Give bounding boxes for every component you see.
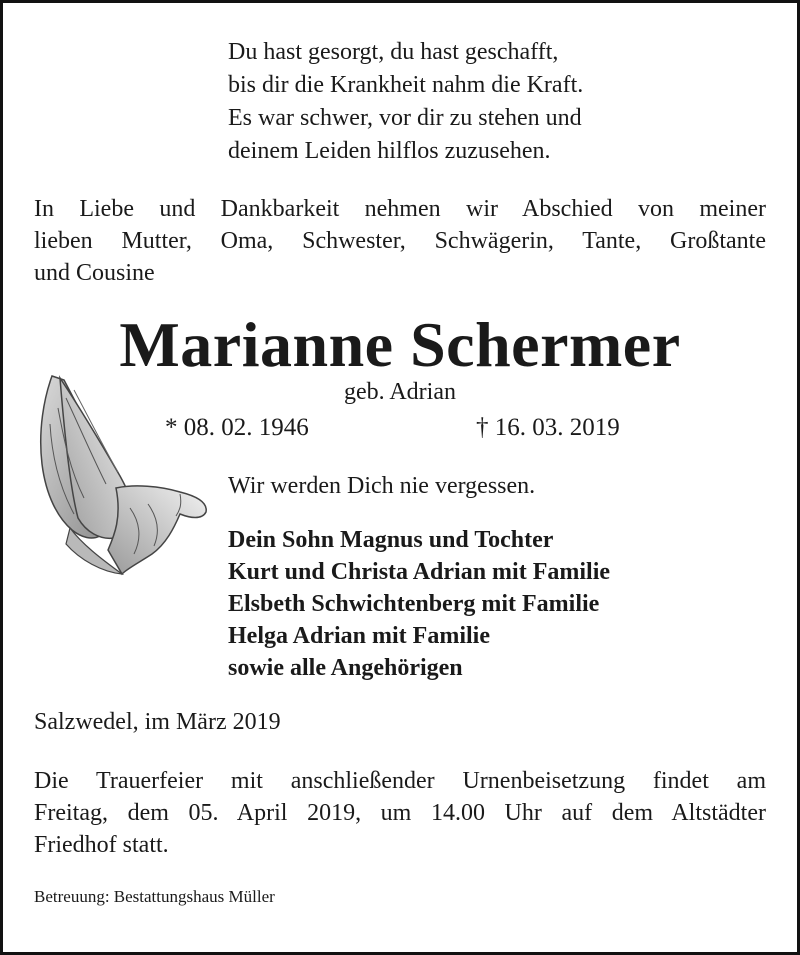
intro-line: und Cousine — [34, 260, 155, 286]
service-line: Die Trauerfeier mit anschließender Urnenbeisetzung findet am — [34, 768, 766, 794]
deceased-name: Marianne Schermer — [119, 309, 681, 380]
intro-line: In Liebe und Dankbarkeit nehmen wir Abschied von meiner — [34, 196, 766, 222]
death-date: † 16. 03. 2019 — [476, 414, 620, 441]
funeral-home-credit: Betreuung: Bestattungshaus Müller — [34, 887, 275, 906]
remembrance-line: Wir werden Dich nie vergessen. — [228, 473, 536, 499]
birth-date: * 08. 02. 1946 — [165, 414, 309, 441]
memorial-poem — [228, 36, 583, 168]
mourner-line: Dein Sohn Magnus und Tochter — [228, 527, 554, 553]
praying-hands-icon — [30, 368, 212, 578]
mourner-line: Kurt und Christa Adrian mit Familie — [228, 559, 611, 585]
poem-line: Es war schwer, vor dir zu stehen und — [228, 105, 582, 131]
intro-line: lieben Mutter, Oma, Schwester, Schwägerin, Tante, Großtante — [34, 228, 766, 254]
poem-line: bis dir die Krankheit nahm die Kraft. — [228, 72, 584, 98]
mourner-line: Helga Adrian mit Familie — [228, 623, 490, 649]
service-line: Freitag, dem 05. April 2019, um 14.00 Uhr auf dem Altstädter — [34, 800, 766, 826]
mourner-line: Elsbeth Schwichtenberg mit Familie — [228, 591, 600, 617]
place-and-date: Salzwedel, im März 2019 — [34, 709, 281, 735]
funeral-service-info — [34, 765, 766, 861]
maiden-name: geb. Adrian — [344, 379, 456, 405]
service-line: Friedhof statt. — [34, 832, 169, 858]
poem-line: deinem Leiden hilflos zuzusehen. — [228, 138, 551, 164]
mourner-line: sowie alle Angehörigen — [228, 655, 463, 681]
poem-line: Du hast gesorgt, du hast geschafft, — [228, 39, 559, 65]
mourners-list — [228, 524, 610, 684]
intro-paragraph — [34, 193, 766, 289]
